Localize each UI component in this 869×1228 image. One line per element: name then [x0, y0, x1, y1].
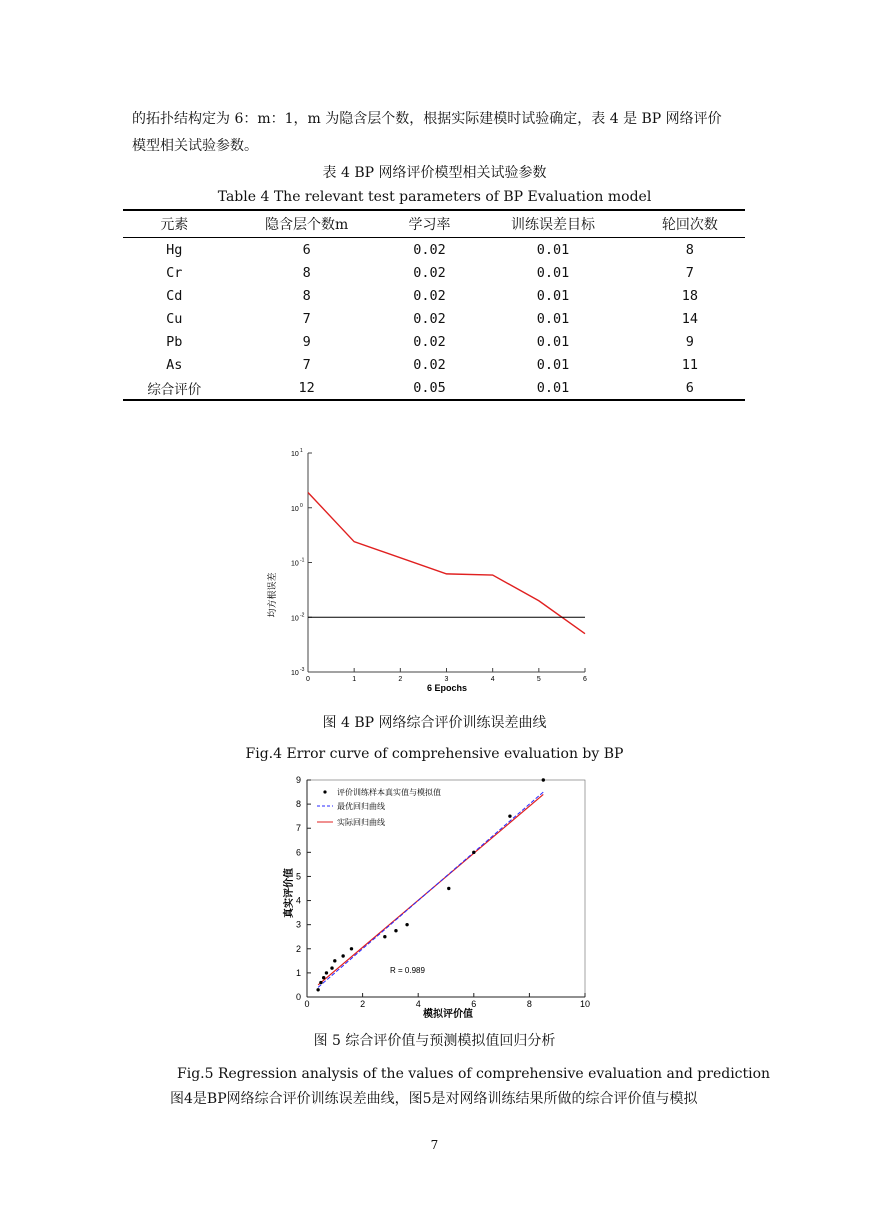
- fig4-xtick-label: 3: [444, 676, 449, 683]
- fig5-xtick-label: 6: [471, 999, 477, 1009]
- fig5-ytick-label: 8: [295, 799, 301, 810]
- table4-title-cn: 表 4 BP 网络评价模型相关试验参数: [322, 165, 547, 181]
- table4: [123, 209, 745, 401]
- fig5-data-point: [542, 778, 545, 781]
- fig5-data-point: [447, 887, 450, 890]
- legend-marker-points: [323, 790, 326, 793]
- fig4-ytick-label: 10: [291, 670, 299, 677]
- table4-header: 训练误差目标: [471, 210, 634, 238]
- table-cell: 7: [302, 356, 311, 373]
- table-cell: 12: [226, 376, 388, 400]
- fig5-legend: [317, 787, 441, 827]
- fig5-xtick-label: 10: [579, 999, 591, 1009]
- fig5-data-point: [325, 971, 328, 974]
- fig5-data-point: [350, 947, 353, 950]
- fig4-ytick-exp: -2: [300, 612, 305, 619]
- fig5-data-point: [472, 851, 475, 854]
- legend-label: 评价训练样本真实值与模拟值: [337, 788, 441, 797]
- fig5-data-point: [508, 814, 511, 817]
- table-cell: Pb: [166, 333, 183, 350]
- fig4-xtick-label: 5: [536, 676, 541, 683]
- table4-header: 学习率: [388, 210, 472, 238]
- table4-header: 轮回次数: [635, 210, 745, 238]
- table-cell: 18: [681, 287, 698, 304]
- table-cell: 0.01: [536, 264, 570, 281]
- table-cell: 0.02: [413, 241, 446, 258]
- table-cell: 7: [302, 310, 311, 327]
- table-cell: 8: [685, 241, 694, 258]
- table-cell: 0.02: [413, 310, 446, 327]
- fig4-ytick-label: 10: [291, 451, 299, 458]
- table-cell: 9: [685, 333, 694, 350]
- fig5-xtick-label: 2: [360, 999, 366, 1009]
- fig4-ylabel: 均方根误差: [267, 572, 277, 618]
- intro-line-1: 的拓扑结构定为 6：m：1，m 为隐含层个数，根据实际建模时试验确定，表 4 是 BP 网络评价: [132, 111, 722, 127]
- fig5-ytick-label: 4: [295, 895, 301, 906]
- table-cell: 9: [302, 333, 311, 350]
- table-row: [123, 261, 745, 284]
- fig5-annotation: R = 0.989: [390, 966, 425, 975]
- fig4-xtick-label: 2: [398, 676, 403, 683]
- fig4-ytick-exp: 0: [300, 502, 303, 509]
- fig5-ytick-label: 5: [295, 871, 301, 882]
- table-row: [123, 376, 745, 400]
- fig5-data-point: [383, 935, 386, 938]
- fig4-training-error-line: [308, 492, 585, 633]
- table-cell: Cu: [166, 310, 183, 327]
- table-row: [123, 238, 745, 262]
- fig4-xtick-label: 1: [352, 676, 357, 683]
- fig5-ytick-label: 2: [295, 943, 301, 954]
- table-cell: 0.05: [388, 376, 472, 400]
- fig5-ytick-label: 6: [295, 847, 301, 858]
- table-cell: As: [166, 356, 183, 373]
- fig4-chart: [260, 440, 600, 702]
- fig5-data-point: [341, 954, 344, 957]
- table-cell: Cr: [166, 264, 183, 281]
- table-row: [123, 284, 745, 307]
- table-cell: Hg: [166, 241, 183, 258]
- fig5-data-point: [405, 923, 408, 926]
- table-cell: 0.01: [471, 376, 634, 400]
- fig5-data-point: [319, 981, 322, 984]
- fig4-xlabel: 6 Epochs: [426, 683, 468, 693]
- table-cell: 11: [681, 356, 698, 373]
- fig5-data-point: [394, 929, 397, 932]
- fig5-ytick-label: 7: [295, 823, 301, 834]
- fig5-xtick-label: 8: [526, 999, 532, 1009]
- fig4-ytick-label: 10: [291, 560, 299, 568]
- table-cell: 7: [685, 264, 694, 281]
- fig5-chart: [270, 770, 600, 1022]
- fig4-caption-en: Fig.4 Error curve of comprehensive evaluation by BP: [245, 746, 624, 762]
- table-cell: 0.02: [413, 287, 446, 304]
- table-cell: 0.01: [536, 333, 570, 350]
- table4-header: 隐含层个数m: [226, 210, 388, 238]
- body-paragraph-last: 图4是BP网络综合评价训练误差曲线，图5是对网络训练结果所做的综合评价值与模拟: [170, 1091, 698, 1107]
- fig4-caption-cn: 图 4 BP 网络综合评价训练误差曲线: [322, 715, 547, 731]
- fig5-ytick-label: 3: [295, 919, 301, 930]
- legend-label: 实际回归曲线: [337, 818, 385, 827]
- table-cell: 6: [302, 241, 311, 258]
- fig5-data-point: [322, 976, 325, 979]
- fig4-ytick-exp: -3: [300, 667, 305, 673]
- intro-line-2: 模型相关试验参数。: [132, 138, 258, 154]
- fig4-xtick-label: 4: [490, 676, 495, 683]
- table-cell: 0.01: [536, 287, 570, 304]
- fig5-ylabel: 真实评价值: [284, 868, 295, 918]
- table4-title-en: Table 4 The relevant test parameters of BP Evaluation model: [217, 189, 652, 205]
- table-cell: 6: [635, 376, 745, 400]
- fig5-xtick-label: 0: [304, 999, 310, 1009]
- table-row: [123, 330, 745, 353]
- fig5-plot-frame: [307, 780, 585, 997]
- table-cell: 0.01: [536, 310, 570, 327]
- fig5-data-point: [316, 988, 319, 991]
- table-cell: 0.01: [536, 241, 570, 258]
- fig5-caption-en: Fig.5 Regression analysis of the values of comprehensive evaluation and prediction: [177, 1066, 771, 1082]
- table-cell: 0.02: [413, 333, 446, 350]
- table4-header-row: [123, 210, 745, 238]
- table-cell: 8: [302, 264, 311, 281]
- fig5-ytick-label: 0: [295, 992, 301, 1002]
- fig4-ytick-label: 10: [291, 505, 299, 513]
- fig4-ytick-label: 10: [291, 615, 299, 623]
- fig4-xtick-label: 0: [306, 676, 310, 683]
- fig5-data-point: [330, 966, 333, 969]
- table-cell: 8: [302, 287, 311, 304]
- table-cell: 0.02: [413, 264, 446, 281]
- page-number: 7: [430, 1138, 439, 1152]
- legend-label: 最优回归曲线: [337, 802, 385, 811]
- table-cell: Cd: [166, 287, 183, 304]
- table-row: [123, 353, 745, 376]
- table-cell: 综合评价: [123, 376, 226, 400]
- table4-header: 元素: [123, 210, 226, 238]
- table-cell: 0.02: [413, 356, 446, 373]
- table-cell: 14: [681, 310, 698, 327]
- table-cell: 0.01: [536, 356, 570, 373]
- fig4-ytick-exp: 1: [300, 448, 303, 454]
- fig5-ytick-label: 9: [295, 775, 301, 785]
- fig5-xtick-label: 4: [415, 999, 421, 1009]
- fig5-data-point: [333, 959, 336, 962]
- fig5-caption-cn: 图 5 综合评价值与预测模拟值回归分析: [313, 1033, 556, 1049]
- fig5-xlabel: 模拟评价值: [423, 1009, 473, 1020]
- table-row: [123, 307, 745, 330]
- fig5-ytick-label: 1: [295, 967, 301, 978]
- fig4-ytick-exp: -1: [300, 557, 305, 564]
- fig4-xtick-label: 6: [583, 676, 587, 683]
